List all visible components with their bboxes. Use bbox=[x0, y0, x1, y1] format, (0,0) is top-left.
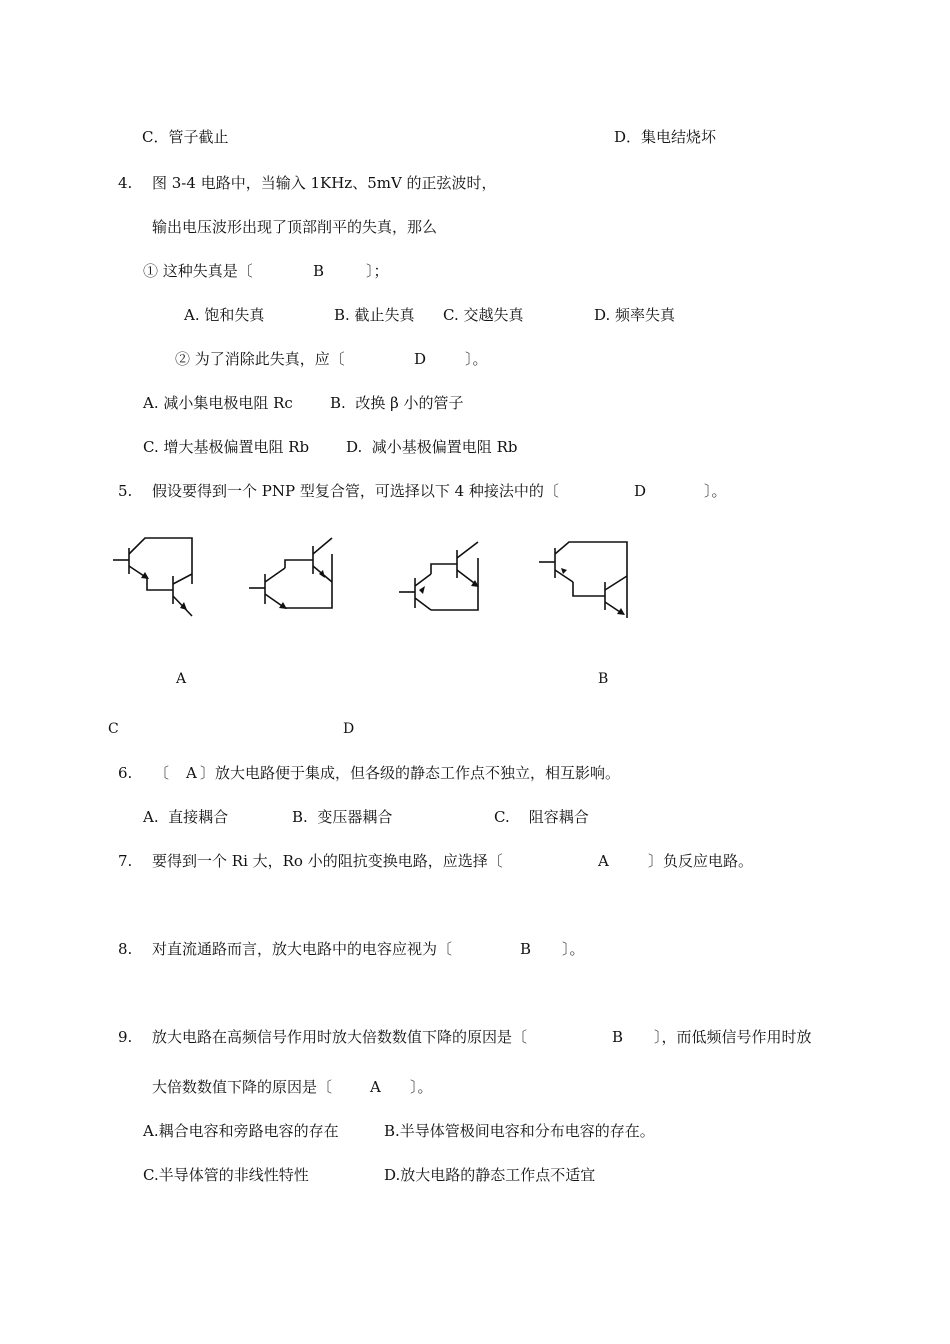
q9-option-d: D.放大电路的静态工作点不适宜 bbox=[384, 1166, 596, 1184]
q4-sub2-close: 〕。 bbox=[465, 350, 488, 368]
q5-label-b: B bbox=[598, 671, 609, 687]
q4-sub1-option-a: A. 饱和失真 bbox=[184, 306, 265, 324]
q4-sub2-option-d: D. 减小基极偏置电阻 Rb bbox=[346, 438, 518, 456]
circuit-c-diagram bbox=[395, 528, 495, 628]
q9-close1: 〕，而低频信号作用时放 bbox=[654, 1028, 812, 1046]
q4-sub2-text: ② 为了消除此失真，应〔 bbox=[175, 350, 345, 368]
circuit-a-diagram bbox=[105, 528, 210, 628]
q9-option-a: A.耦合电容和旁路电容的存在 bbox=[143, 1122, 339, 1140]
q6-number: 6. bbox=[118, 764, 133, 782]
q6-open: 〔 bbox=[154, 764, 170, 782]
q9-option-c: C.半导体管的非线性特性 bbox=[143, 1166, 309, 1184]
q5-number: 5. bbox=[118, 482, 133, 500]
q4-number: 4. bbox=[118, 174, 133, 192]
q7-close: 〕负反应电路。 bbox=[648, 852, 754, 870]
q9-number: 9. bbox=[118, 1028, 133, 1046]
q5-close: 〕。 bbox=[704, 482, 727, 500]
q4-sub2-option-a: A. 减小集电极电阻 Rc bbox=[143, 394, 293, 412]
q4-sub1-close: 〕； bbox=[366, 262, 389, 280]
q4-sub2-answer: D bbox=[414, 350, 427, 368]
circuit-d-diagram bbox=[535, 528, 635, 628]
q7-answer: A bbox=[598, 852, 609, 870]
q9-stem-line1: 放大电路在高频信号作用时放大倍数数值下降的原因是〔 bbox=[152, 1028, 528, 1046]
q5-answer: D bbox=[634, 482, 647, 500]
q6-stem: 〕放大电路便于集成，但各级的静态工作点不独立，相互影响。 bbox=[200, 764, 621, 782]
q4-sub1-option-b: B. 截止失真 bbox=[334, 306, 415, 324]
q9-answer1: B bbox=[612, 1028, 624, 1046]
q4-sub1-answer: B bbox=[313, 262, 325, 280]
q7-stem: 要得到一个 Ri 大，Ro 小的阻抗变换电路，应选择〔 bbox=[152, 852, 503, 870]
q8-stem: 对直流通路而言，放大电路中的电容应视为〔 bbox=[152, 940, 453, 958]
q4-stem-line1: 图 3-4 电路中，当输入 1KHz、5mV 的正弦波时， bbox=[152, 174, 497, 192]
q6-answer: A bbox=[186, 764, 197, 782]
q8-close: 〕。 bbox=[562, 940, 585, 958]
q9-close2: 〕。 bbox=[410, 1078, 433, 1096]
q4-sub1-option-c: C. 交越失真 bbox=[443, 306, 524, 324]
q5-label-a: A bbox=[176, 671, 187, 687]
q4-sub2-option-c: C. 增大基极偏置电阻 Rb bbox=[143, 438, 310, 456]
q7-number: 7. bbox=[118, 852, 133, 870]
q8-number: 8. bbox=[118, 940, 133, 958]
q6-option-a: A. 直接耦合 bbox=[143, 808, 229, 826]
q3-option-c: C．管子截止 bbox=[142, 128, 229, 146]
circuit-b-diagram bbox=[245, 528, 345, 628]
q3-option-d: D．集电结烧坏 bbox=[614, 128, 717, 146]
q9-answer2: A bbox=[370, 1078, 381, 1096]
q5-stem: 假设要得到一个 PNP 型复合管，可选择以下 4 种接法中的〔 bbox=[152, 482, 559, 500]
q4-sub1-option-d: D. 频率失真 bbox=[594, 306, 676, 324]
q9-option-b: B.半导体管极间电容和分布电容的存在。 bbox=[384, 1122, 655, 1140]
q6-option-b: B. 变压器耦合 bbox=[292, 808, 393, 826]
q5-label-d: D bbox=[343, 721, 355, 737]
q5-label-c: C bbox=[108, 721, 119, 737]
q6-option-c: C. 阻容耦合 bbox=[494, 808, 589, 826]
q4-sub2-option-b: B. 改换 β 小的管子 bbox=[330, 394, 464, 412]
q8-answer: B bbox=[520, 940, 532, 958]
q4-sub1-text: ① 这种失真是〔 bbox=[143, 262, 253, 280]
q4-stem-line2: 输出电压波形出现了顶部削平的失真，那么 bbox=[152, 218, 438, 236]
q9-stem-line2: 大倍数数值下降的原因是〔 bbox=[152, 1078, 333, 1096]
